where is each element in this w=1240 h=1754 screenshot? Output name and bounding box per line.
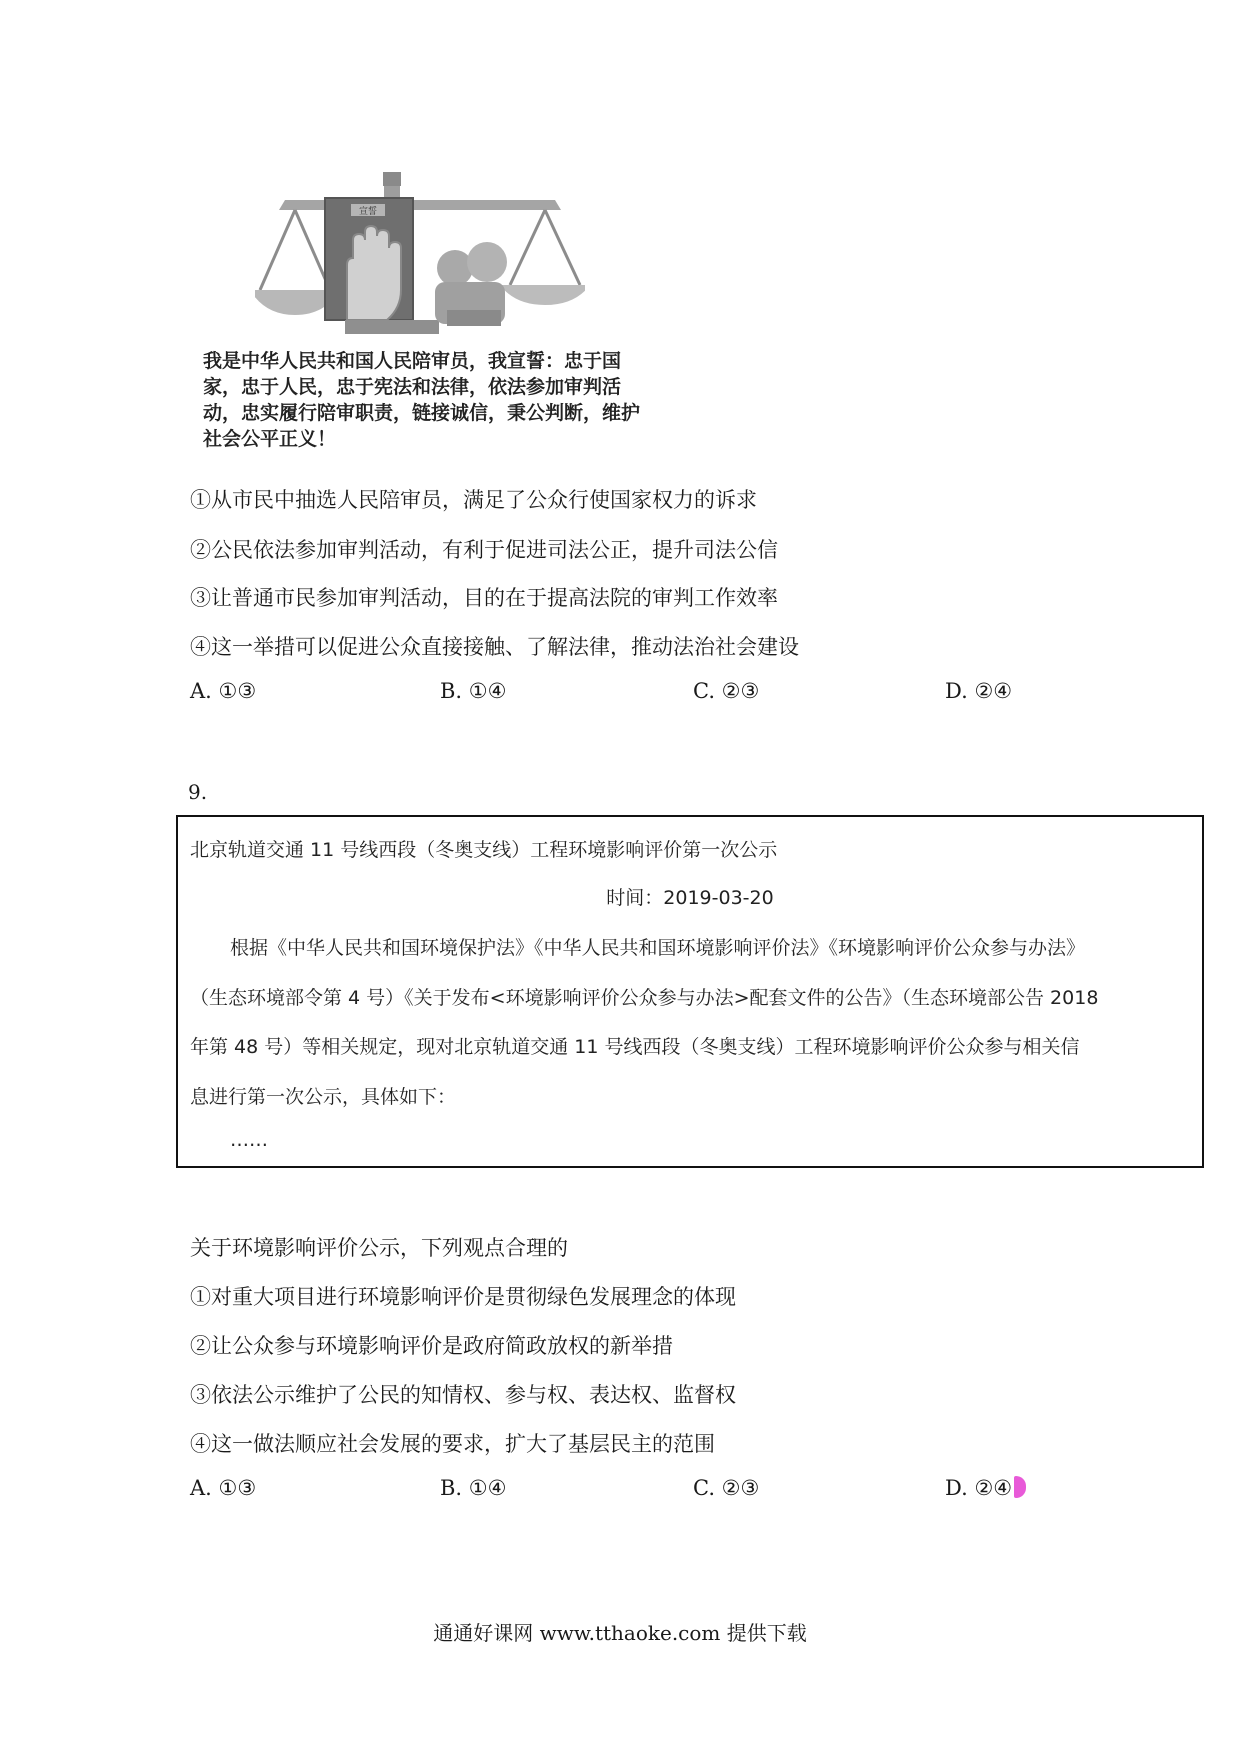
q8-statement-2: ②公民依法参加审判活动，有利于促进司法公正，提升司法公信 <box>190 538 778 562</box>
q8-option-c[interactable]: C. ②③ <box>693 679 760 703</box>
page-footer: 通通好课网 www.tthaoke.com 提供下载 <box>433 1621 807 1645</box>
q8-option-d[interactable]: D. ②④ <box>945 679 1013 703</box>
q9-option-b[interactable]: B. ①④ <box>440 1476 507 1500</box>
q9-option-a[interactable]: A. ①③ <box>190 1476 257 1500</box>
highlight-mark-icon <box>1014 1476 1026 1498</box>
notice-ellipsis: …… <box>230 1129 268 1151</box>
caption-line: 社会公平正义！ <box>203 428 337 450</box>
q8-statement-1: ①从市民中抽选人民陪审员，满足了公众行使国家权力的诉求 <box>190 488 757 512</box>
notice-body-line: 年第 48 号）等相关规定，现对北京轨道交通 11 号线西段（冬奥支线）工程环境影响评价公众参与相关信 <box>190 1036 1080 1058</box>
q9-statement-4: ④这一做法顺应社会发展的要求，扩大了基层民主的范围 <box>190 1432 715 1456</box>
caption-line: 动，忠实履行陪审职责，链接诚信，秉公判断，维护 <box>203 402 641 424</box>
notice-body-line: 根据《中华人民共和国环境保护法》《中华人民共和国环境影响评价法》《环境影响评价公众参与办法》 <box>230 937 1086 959</box>
q8-statement-4: ④这一举措可以促进公众直接接触、了解法律，推动法治社会建设 <box>190 635 799 659</box>
q9-question: 关于环境影响评价公示，下列观点合理的 <box>190 1236 568 1260</box>
caption-line: 家，忠于人民，忠于宪法和法律，依法参加审判活 <box>203 376 622 398</box>
q9-option-d-wrap[interactable] <box>945 1476 1026 1500</box>
q9-statement-1: ①对重大项目进行环境影响评价是贯彻绿色发展理念的体现 <box>190 1285 736 1309</box>
jury-oath-illustration <box>255 170 585 340</box>
oath-caption <box>203 348 683 452</box>
notice-body-line: 息进行第一次公示，具体如下： <box>190 1086 457 1108</box>
q9-number: 9. <box>188 780 208 804</box>
q8-statement-3: ③让普通市民参加审判活动，目的在于提高法院的审判工作效率 <box>190 586 778 610</box>
scales-of-justice-icon <box>255 170 585 340</box>
notice-box <box>176 815 1204 1168</box>
q9-statement-3: ③依法公示维护了公民的知情权、参与权、表达权、监督权 <box>190 1383 736 1407</box>
q8-option-b[interactable]: B. ①④ <box>440 679 507 703</box>
q9-statement-2: ②让公众参与环境影响评价是政府简政放权的新举措 <box>190 1334 673 1358</box>
sign-label: 宣誓 <box>358 207 378 217</box>
notice-title: 北京轨道交通 11 号线西段（冬奥支线）工程环境影响评价第一次公示 <box>190 839 778 861</box>
q8-option-a[interactable]: A. ①③ <box>190 679 257 703</box>
q9-option-d[interactable]: D. ②④ <box>945 1476 1013 1500</box>
notice-time: 时间：2019-03-20 <box>606 887 774 909</box>
caption-line: 我是中华人民共和国人民陪审员，我宣誓：忠于国 <box>203 350 622 372</box>
notice-body-line: （生态环境部令第 4 号）《关于发布<环境影响评价公众参与办法>配套文件的公告》（生态环境部公告 2018 <box>190 987 1099 1009</box>
q9-option-c[interactable]: C. ②③ <box>693 1476 760 1500</box>
